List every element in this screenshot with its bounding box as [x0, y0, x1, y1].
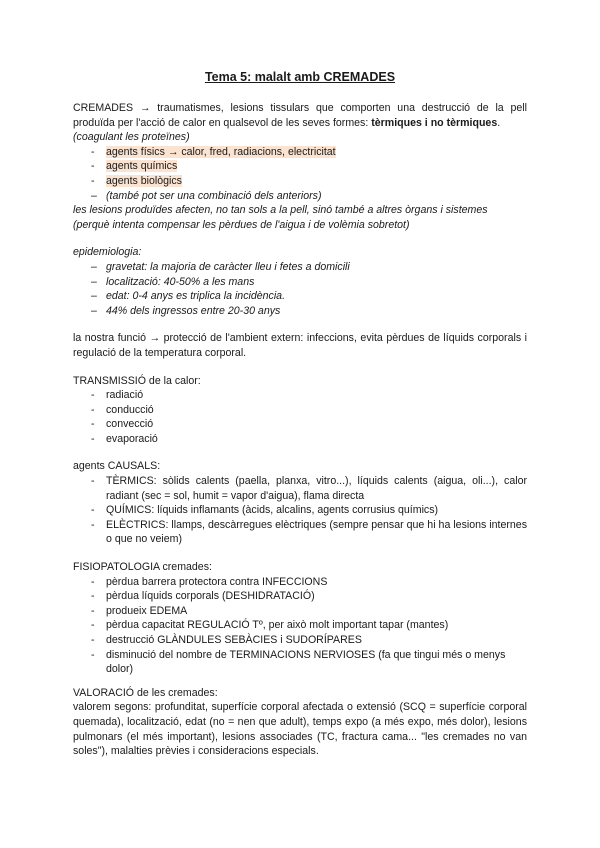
highlighted-text: agents físics → calor, fred, radiacions, electricitat: [106, 145, 336, 158]
list-item: - pèrdua líquids corporals (DESHIDRATACIÓ): [73, 589, 527, 604]
physiopathology-heading: FISIOPATOLOGIA cremades:: [73, 561, 212, 574]
intro-text: CREMADES → traumatismes, lesions tissulars que comporten una destrucció de la pell produïda per l'acció de calor en qualsevol de les seves formes:: [73, 102, 527, 129]
list-item: - convecció: [73, 417, 527, 432]
causal-list: [73, 474, 527, 547]
list-item: – edat: 0-4 anys es triplica la incidència.: [73, 289, 527, 304]
intro-end: .: [497, 116, 501, 129]
list-item: - destrucció GLÀNDULES SEBÀCIES i SUDORÍPARES: [73, 633, 527, 648]
list-item: – localització: 40-50% a les mans: [73, 275, 527, 290]
function-paragraph: la nostra funció → protecció de l'ambient extern: infeccions, evita pèrdues de líquids corporals i regulació de la temperatura corporal.: [73, 332, 527, 359]
list-item: [73, 145, 527, 160]
highlighted-text: agents químics: [106, 160, 178, 173]
list-item: - disminució del nombre de TERMINACIONS NERVIOSES (fa que tingui més o menys dolor): [73, 648, 527, 677]
list-item: - evaporació: [73, 432, 527, 447]
list-item: [73, 159, 527, 174]
assessment-paragraph: valorem segons: profunditat, superfície corporal afectada o extensió (SCQ = superfície corporal quemada), localització, edat (no = nen que adult), temps expo (a més expo, més dolor), lesions pulmonars (el més important), lesions associades (TC, fractura cama... "les cremades no van soles"), malalties prèvies i consideracions especials.: [73, 701, 527, 758]
transmission-heading: TRANSMISSIÓ de la calor:: [73, 374, 201, 387]
highlighted-text: agents biològics: [106, 174, 182, 187]
list-item: - pèrdua capacitat REGULACIÓ Tº, per això molt important tapar (mantes): [73, 618, 527, 633]
list-item: - radiació: [73, 388, 527, 403]
lesions-line: les lesions produïdes afecten, no tan sols a la pell, sinó també a altres òrgans i sistemes: [73, 204, 488, 217]
list-item: [73, 174, 527, 189]
list-item: - TÈRMICS: sòlids calents (paella, planxa, vitro...), líquids calents (aigua, oli...), calor radiant (sec = sol, humit = vapor d'aigua), flama directa: [73, 474, 527, 503]
list-item: - pèrdua barrera protectora contra INFECCIONS: [73, 575, 527, 590]
document-body: [73, 101, 527, 759]
transmission-list: [73, 388, 527, 446]
list-item: - ELÈCTRICS: llamps, descàrregues elèctriques (sempre pensar que hi ha lesions internes o que no veiem): [73, 518, 527, 547]
intro-paragraph: [73, 101, 527, 130]
combination-note: [73, 189, 527, 204]
agents-list: [73, 145, 527, 189]
list-item: – (també pot ser una combinació dels anteriors): [73, 189, 527, 204]
list-item: – gravetat: la majoria de caràcter lleu i fetes a domicili: [73, 260, 527, 275]
list-item: - conducció: [73, 403, 527, 418]
physiopathology-list: [73, 575, 527, 677]
list-item: – 44% dels ingressos entre 20-30 anys: [73, 304, 527, 319]
intro-note: (coagulant les proteïnes): [73, 131, 190, 144]
list-item: - QUÍMICS: líquids inflamants (àcids, alcalins, agents corrusius químics): [73, 503, 527, 518]
epidemiology-heading: epidemiologia:: [73, 246, 142, 259]
list-item: - produeix EDEMA: [73, 604, 527, 619]
lesions-line-note: (perquè intenta compensar les pèrdues de l'aigua i de volèmia sobretot): [73, 218, 410, 231]
intro-bold: tèrmiques i no tèrmiques: [371, 116, 498, 129]
page-title: Tema 5: malalt amb CREMADES: [204, 70, 396, 84]
causal-heading: agents CAUSALS:: [73, 460, 161, 473]
assessment-heading: VALORACIÓ de les cremades:: [73, 686, 218, 699]
epidemiology-list: [73, 260, 527, 318]
